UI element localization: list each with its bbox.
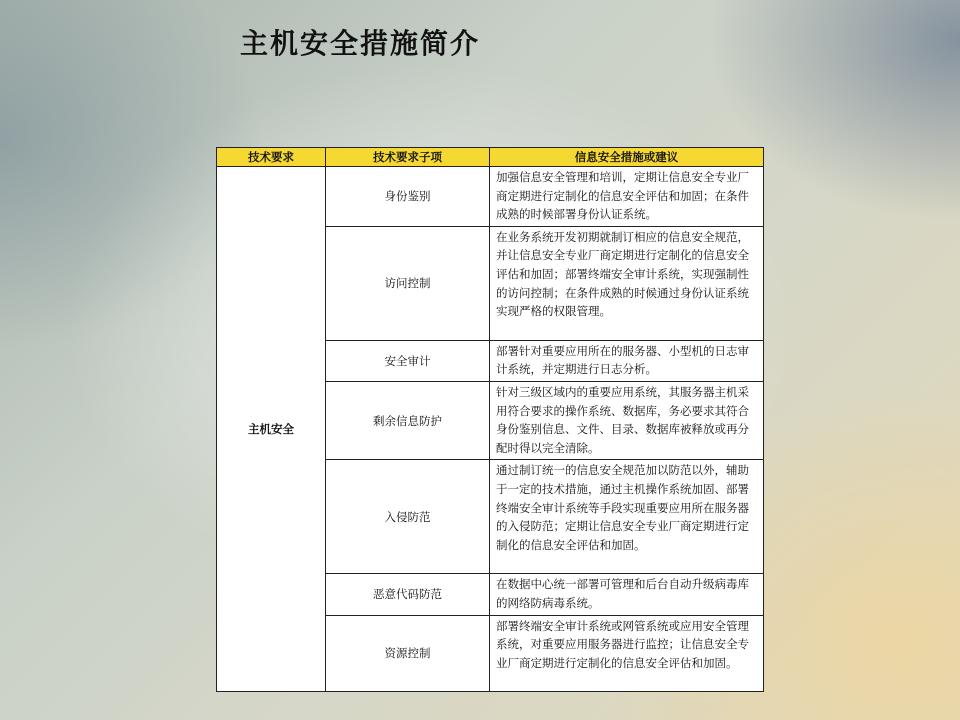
sub-item-cell: 恶意代码防范 bbox=[326, 574, 490, 615]
measure-cell: 加强信息安全管理和培训，定期让信息安全专业厂商定期进行定制化的信息安全评估和加固；在条件成熟的时候部署身份认证系统。 bbox=[490, 167, 764, 227]
security-measures-table bbox=[216, 147, 764, 692]
header-measures: 信息安全措施或建议 bbox=[490, 148, 764, 167]
sub-item-cell: 安全审计 bbox=[326, 340, 490, 381]
header-sub-item: 技术要求子项 bbox=[326, 148, 490, 167]
sub-item-cell: 访问控制 bbox=[326, 226, 490, 340]
sub-item-cell: 身份鉴别 bbox=[326, 167, 490, 227]
measure-cell: 部署针对重要应用所在的服务器、小型机的日志审计系统，并定期进行日志分析。 bbox=[490, 340, 764, 381]
sub-item-cell: 剩余信息防护 bbox=[326, 381, 490, 459]
header-tech-requirement: 技术要求 bbox=[217, 148, 326, 167]
measure-cell: 在数据中心统一部署可管理和后台自动升级病毒库的网络防病毒系统。 bbox=[490, 574, 764, 615]
measure-cell: 通过制订统一的信息安全规范加以防范以外，辅助于一定的技术措施，通过主机操作系统加固、部署终端安全审计系统等手段实现重要应用所在服务器的入侵防范；定期让信息安全专业厂商定期进行定制化的信息安全评估和加固。 bbox=[490, 460, 764, 574]
table-row bbox=[217, 167, 764, 227]
sub-item-cell: 资源控制 bbox=[326, 615, 490, 691]
measure-cell: 针对三级区域内的重要应用系统，其服务器主机采用符合要求的操作系统、数据库，务必要求其符合身份鉴别信息、文件、目录、数据库被释放或再分配时得以完全清除。 bbox=[490, 381, 764, 459]
page-title: 主机安全措施简介 bbox=[240, 27, 481, 60]
table-header-row bbox=[217, 148, 764, 167]
measure-cell: 在业务系统开发初期就制订相应的信息安全规范，并让信息安全专业厂商定期进行定制化的信息安全评估和加固；部署终端安全审计系统，实现强制性的访问控制；在条件成熟的时候通过身份认证系统实现严格的权限管理。 bbox=[490, 226, 764, 340]
sub-item-cell: 入侵防范 bbox=[326, 460, 490, 574]
category-cell: 主机安全 bbox=[217, 167, 326, 692]
measure-cell: 部署终端安全审计系统或网管系统或应用安全管理系统，对重要应用服务器进行监控；让信息安全专业厂商定期进行定制化的信息安全评估和加固。 bbox=[490, 615, 764, 691]
